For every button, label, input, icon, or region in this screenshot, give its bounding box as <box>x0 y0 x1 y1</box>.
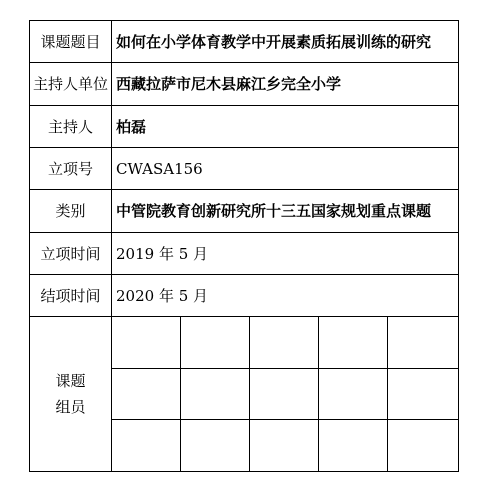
value-host-unit: 西藏拉萨市尼木县麻江乡完全小学 <box>112 63 459 105</box>
project-info-table <box>29 20 459 472</box>
member-cell[interactable] <box>388 368 459 420</box>
label-end-date: 结项时间 <box>30 274 112 316</box>
row-category <box>30 190 459 232</box>
value-category: 中管院教育创新研究所十三五国家规划重点课题 <box>112 190 459 232</box>
member-cell[interactable] <box>388 317 459 369</box>
label-start-date: 立项时间 <box>30 232 112 274</box>
member-cell[interactable] <box>250 420 319 472</box>
value-start-date: 2019 年 5 月 <box>112 232 459 274</box>
member-cell[interactable] <box>112 368 181 420</box>
row-end-date <box>30 274 459 316</box>
member-cell[interactable] <box>250 368 319 420</box>
row-start-date <box>30 232 459 274</box>
value-end-date: 2020 年 5 月 <box>112 274 459 316</box>
member-cell[interactable] <box>181 317 250 369</box>
member-cell[interactable] <box>319 368 388 420</box>
label-members-line1: 课题 <box>55 372 86 391</box>
row-host <box>30 105 459 147</box>
label-host: 主持人 <box>30 105 112 147</box>
members-grid-row <box>30 317 459 369</box>
label-members-line2: 组员 <box>55 398 86 417</box>
member-cell[interactable] <box>388 420 459 472</box>
member-cell[interactable] <box>319 420 388 472</box>
row-project-number <box>30 147 459 189</box>
member-cell[interactable] <box>181 368 250 420</box>
value-project-title: 如何在小学体育教学中开展素质拓展训练的研究 <box>112 21 459 63</box>
row-project-title <box>30 21 459 63</box>
member-cell[interactable] <box>319 317 388 369</box>
label-category: 类别 <box>30 190 112 232</box>
label-project-number: 立项号 <box>30 147 112 189</box>
member-cell[interactable] <box>181 420 250 472</box>
value-host: 柏磊 <box>112 105 459 147</box>
value-project-number: CWASA156 <box>112 147 459 189</box>
member-cell[interactable] <box>112 420 181 472</box>
label-project-title: 课题题目 <box>30 21 112 63</box>
member-cell[interactable] <box>250 317 319 369</box>
label-members <box>30 317 112 472</box>
label-host-unit: 主持人单位 <box>30 63 112 105</box>
member-cell[interactable] <box>112 317 181 369</box>
row-host-unit <box>30 63 459 105</box>
